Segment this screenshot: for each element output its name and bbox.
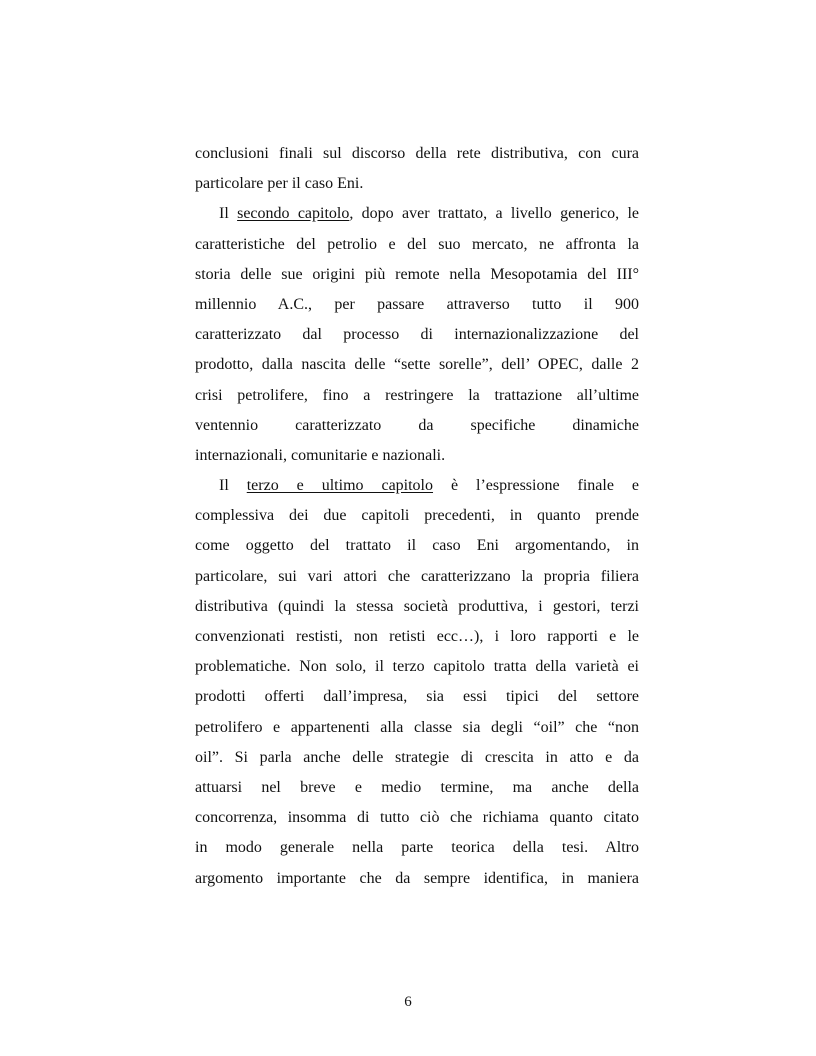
text-line: storia delle sue origini più remote nella Mesopotamia del III° [195, 265, 639, 283]
text-line: problematiche. Non solo, il terzo capitolo tratta della varietà ei [195, 658, 639, 676]
chapter-reference-underlined: terzo e ultimo capitolo [246, 477, 434, 495]
text-line: ventennio caratterizzato da specifiche dinamiche [195, 416, 639, 434]
text-line: particolare, sui vari attori che caratterizzano la propria filiera [195, 567, 639, 585]
page-number: 6 [404, 994, 412, 1010]
paragraph-first-line [195, 471, 639, 501]
paragraph-intro-continuation [195, 139, 639, 199]
text-line: in modo generale nella parte teorica della tesi. Altro [195, 839, 639, 857]
chapter-reference-underlined: secondo capitolo [237, 205, 350, 223]
text-line: complessiva dei due capitoli precedenti, in quanto prende [195, 507, 639, 525]
paragraph-first-line [195, 199, 639, 229]
paragraph-third-chapter [195, 471, 639, 894]
page-body [195, 139, 639, 894]
text-line: millennio A.C., per passare attraverso tutto il 900 [195, 295, 639, 313]
text-line: argomento importante che da sempre identifica, in maniera [195, 869, 639, 887]
text-line: prodotto, dalla nascita delle “sette sorelle”, dell’ OPEC, dalle 2 [195, 356, 639, 374]
text-line: crisi petrolifere, fino a restringere la trattazione all’ultime [195, 386, 639, 404]
paragraph-first-rest: è l’espressione finale e [433, 477, 639, 495]
paragraph-lead: Il [219, 477, 247, 495]
text-line: caratterizzato dal processo di internazionalizzazione del [195, 326, 639, 344]
text-line: convenzionati restisti, non retisti ecc…), i loro rapporti e le [195, 628, 639, 645]
text-line: internazionali, comunitarie e nazionali. [195, 446, 446, 464]
text-line: oil”. Si parla anche delle strategie di crescita in atto e da [195, 748, 639, 766]
text-line: concorrenza, insomma di tutto ciò che richiama quanto citato [195, 809, 639, 827]
paragraph-lead: Il [219, 205, 238, 223]
text-line: particolare per il caso Eni. [195, 175, 364, 193]
text-line: petrolifero e appartenenti alla classe sia degli “oil” che “non [195, 718, 639, 736]
text-line: conclusioni finali sul discorso della rete distributiva, con cura [195, 145, 639, 162]
text-line: distributiva (quindi la stessa società produttiva, i gestori, terzi [195, 597, 639, 615]
text-line: attuarsi nel breve e medio termine, ma anche della [195, 778, 639, 796]
text-line: prodotti offerti dall’impresa, sia essi tipici del settore [195, 688, 639, 706]
paragraph-second-chapter [195, 199, 639, 471]
paragraph-first-rest: , dopo aver trattato, a livello generico, le [349, 205, 639, 223]
text-line: caratteristiche del petrolio e del suo mercato, ne affronta la [195, 235, 639, 253]
text-line: come oggetto del trattato il caso Eni argomentando, in [195, 537, 639, 555]
